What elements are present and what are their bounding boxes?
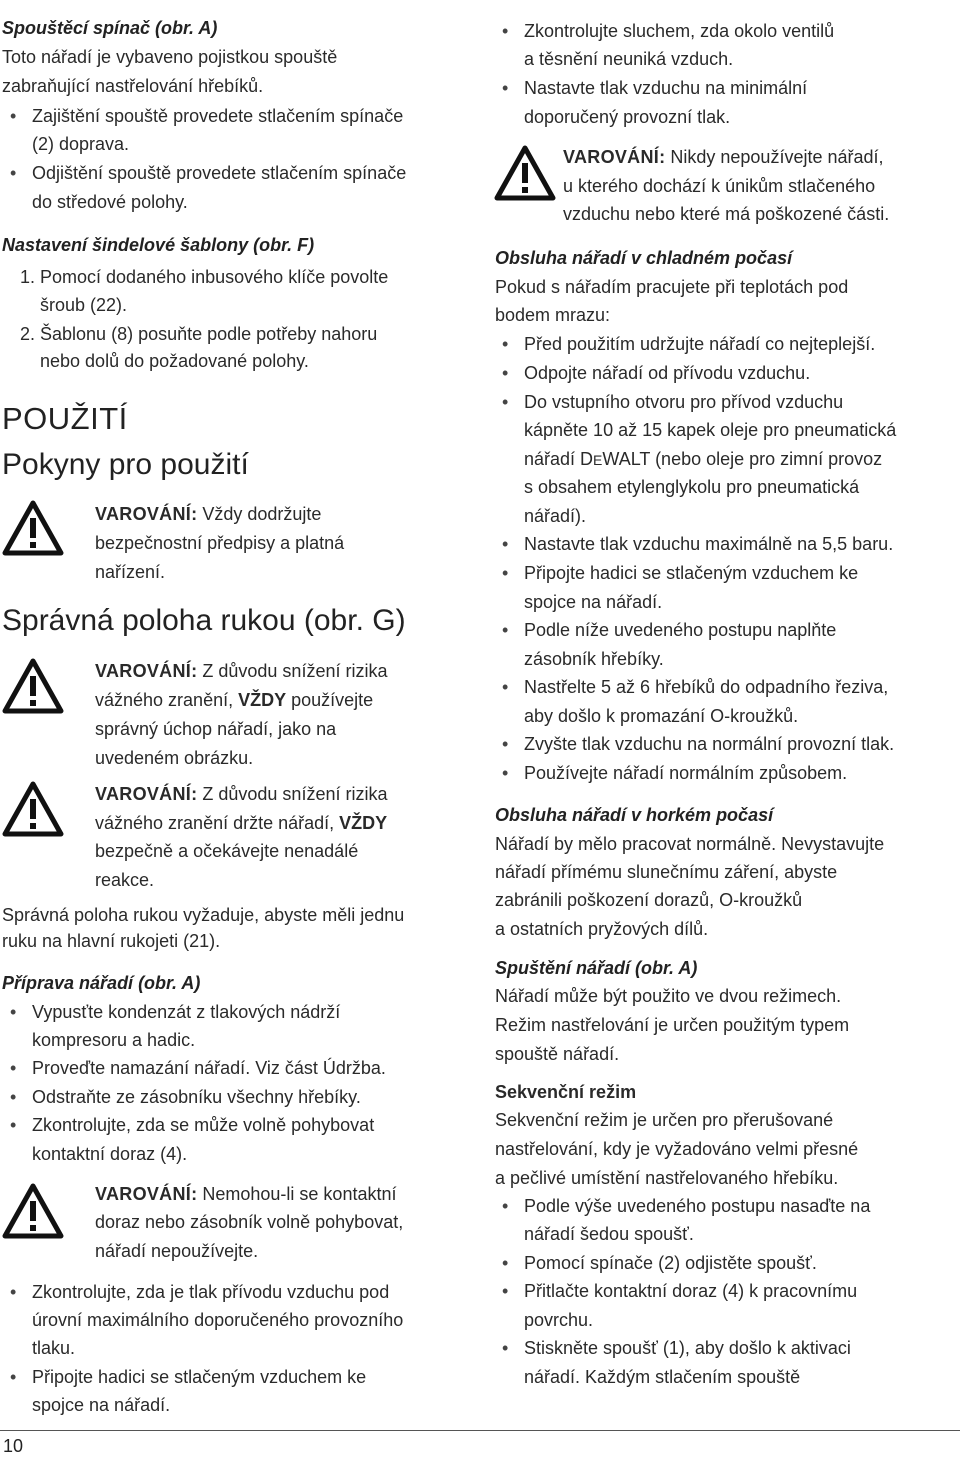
warning-text: vzduchu nebo které má poškozené části. [563, 204, 890, 224]
list-item-cont: tlaku. [32, 1338, 76, 1358]
paragraph: a pečlivé umístění nastřelovaného hřebíku. [495, 1168, 839, 1188]
warning-text [95, 809, 387, 837]
paragraph: Režim nastřelování je určen použitým typem [495, 1015, 850, 1035]
warning-text: nařízení. [95, 562, 166, 582]
page-number: 10 [3, 1436, 24, 1456]
list-item: • Přitlačte kontaktní doraz (4) k pracovnímu [524, 1277, 857, 1305]
list-item-cont [524, 445, 882, 474]
section-heading: POUŽITÍ [2, 401, 128, 436]
list-item-cont: kompresoru a hadic. [32, 1030, 196, 1050]
emphasis: VŽDY [339, 813, 388, 833]
paragraph: Nářadí může být použito ve dvou režimech. [495, 986, 842, 1006]
paragraph: nářadí přímému slunečnímu záření, abyste [495, 862, 838, 882]
prep-title: Příprava nářadí (obr. A) [2, 973, 201, 993]
warning-text: nářadí nepoužívejte. [95, 1241, 259, 1261]
warning-label: VAROVÁNÍ: [563, 147, 666, 167]
list-item: • Před použitím udržujte nářadí co nejteplejší. [524, 330, 875, 358]
emphasis: VŽDY [238, 690, 287, 710]
list-item: • Pomocí spínače (2) odjistěte spoušť. [524, 1249, 817, 1277]
paragraph: spouště nářadí. [495, 1044, 620, 1064]
list-item: • Odjištění spouště provedete stlačením spínače [32, 159, 406, 187]
shingle-title: Nastavení šindelové šablony (obr. F) [2, 235, 315, 255]
list-item-cont: (2) doprava. [32, 134, 130, 154]
paragraph: a ostatních pryžových dílů. [495, 919, 709, 939]
warning-text [95, 1180, 396, 1208]
list-item: • Zajištění spouště provedete stlačením spínače [32, 102, 403, 130]
list-item: • Zkontrolujte, zda se může volně pohybovat [32, 1111, 374, 1139]
paragraph: zabránili poškození dorazů, O-kroužků [495, 890, 803, 910]
hot-title: Obsluha nářadí v horkém počasí [495, 805, 774, 825]
warning-text [563, 143, 884, 171]
paragraph: Správná poloha rukou vyžaduje, abyste měli jednu [2, 905, 405, 925]
list-item-cont: aby došlo k promazání O-kroužků. [524, 706, 799, 726]
list-item: • Podle níže uvedeného postupu naplňte [524, 616, 836, 644]
warning-label: VAROVÁNÍ: [95, 661, 198, 681]
cold-title: Obsluha nářadí v chladném počasí [495, 248, 793, 268]
warning-text [95, 500, 321, 528]
list-item: • Nastřelte 5 až 6 hřebíků do odpadního řeziva, [524, 673, 888, 701]
warning-text [95, 686, 373, 714]
brand-small-cap: E [593, 452, 603, 468]
list-item-cont: a těsnění neuniká vzduch. [524, 49, 734, 69]
warning-text: u kterého dochází k únikům stlačeného [563, 176, 876, 196]
warning-text-part: Z důvodu snížení rizika [197, 784, 388, 804]
list-item-cont: nářadí šedou spoušť. [524, 1224, 694, 1244]
numbered-item-cont: nebo dolů do požadované polohy. [40, 351, 309, 371]
list-item: • Vypusťte kondenzát z tlakových nádrží [32, 998, 340, 1026]
warning-icon [494, 145, 556, 201]
list-item: • Odpojte nářadí od přívodu vzduchu. [524, 359, 810, 387]
warning-text-part: používejte [286, 690, 374, 710]
warning-icon [2, 500, 64, 556]
warning-text: správný úchop nářadí, jako na [95, 719, 337, 739]
subsection-heading: Správná poloha rukou (obr. G) [2, 604, 406, 637]
list-item: • Zkontrolujte sluchem, zda okolo ventilů [524, 17, 834, 45]
paragraph: ruku na hlavní rukojeti (21). [2, 931, 221, 951]
list-item-cont: nářadí. Každým stlačením spouště [524, 1367, 801, 1387]
list-item: • Zvyšte tlak vzduchu na normální provozní tlak. [524, 730, 894, 758]
numbered-item: 2. Šablonu (8) posuňte podle potřeby nahoru [20, 324, 378, 344]
paragraph: bodem mrazu: [495, 305, 611, 325]
warning-icon [2, 781, 64, 837]
list-item: • Připojte hadici se stlačeným vzduchem ke [524, 559, 858, 587]
paragraph: Pokud s nářadím pracujete při teplotách pod [495, 277, 849, 297]
warning-text-part: vážného zranění držte nářadí, [95, 813, 340, 833]
warning-label: VAROVÁNÍ: [95, 784, 198, 804]
footer-rule [0, 1430, 960, 1431]
warning-text: bezpečně a očekávejte nenadálé [95, 841, 359, 861]
warning-icon [2, 658, 64, 714]
paragraph: nastřelování, kdy je vyžadováno velmi přesné [495, 1139, 859, 1159]
warning-text-part: Z důvodu snížení rizika [197, 661, 388, 681]
seq-title: Sekvenční režim [495, 1082, 637, 1102]
warning-text-part: vážného zranění, [95, 690, 239, 710]
warning-text: bezpečnostní předpisy a platná [95, 533, 345, 553]
list-item-cont: spojce na nářadí. [32, 1395, 171, 1415]
paragraph: Toto nářadí je vybaveno pojistkou spouště [2, 47, 338, 67]
warning-text: uvedeném obrázku. [95, 748, 254, 768]
list-item-cont: spojce na nářadí. [524, 592, 663, 612]
list-item-cont: úrovní maximálního doporučeného provozního [32, 1310, 404, 1330]
list-item: • Podle výše uvedeného postupu nasaďte na [524, 1192, 870, 1220]
list-item-cont: do středové polohy. [32, 192, 188, 212]
list-item-cont: kontaktní doraz (4). [32, 1144, 188, 1164]
text-part: WALT (nebo oleje pro zimní provoz [602, 449, 883, 469]
text-part: nářadí D [524, 449, 594, 469]
warning-text [95, 780, 387, 808]
list-item: • Do vstupního otvoru pro přívod vzduchu [524, 388, 843, 416]
warning-text-part: Vždy dodržujte [197, 504, 322, 524]
list-item-cont: zásobník hřebíky. [524, 649, 664, 669]
warning-label: VAROVÁNÍ: [95, 1184, 198, 1204]
subsection-heading: Pokyny pro použití [2, 448, 249, 481]
numbered-item: 1. Pomocí dodaného inbusového klíče povolte [20, 267, 389, 287]
list-item: • Odstraňte ze zásobníku všechny hřebíky. [32, 1083, 361, 1111]
numbered-item-cont: šroub (22). [40, 295, 128, 315]
warning-text [95, 657, 387, 685]
list-item: • Stiskněte spoušť (1), aby došlo k aktivaci [524, 1334, 851, 1362]
warning-label: VAROVÁNÍ: [95, 504, 198, 524]
list-item: • Nastavte tlak vzduchu na minimální [524, 74, 807, 102]
warning-text: reakce. [95, 870, 155, 890]
list-item: • Používejte nářadí normálním způsobem. [524, 759, 847, 787]
list-item-cont: s obsahem etylenglykolu pro pneumatická [524, 477, 860, 497]
list-item-cont: kápněte 10 až 15 kapek oleje pro pneumatická [524, 420, 897, 440]
list-item: • Nastavte tlak vzduchu maximálně na 5,5 baru. [524, 530, 893, 558]
list-item-cont: povrchu. [524, 1310, 594, 1330]
paragraph: Sekvenční režim je určen pro přerušované [495, 1110, 834, 1130]
list-item: • Připojte hadici se stlačeným vzduchem ke [32, 1363, 366, 1391]
warning-text-part: Nikdy nepoužívejte nářadí, [665, 147, 884, 167]
start-title: Spuštění nářadí (obr. A) [495, 958, 698, 978]
paragraph: Nářadí by mělo pracovat normálně. Nevystavujte [495, 834, 885, 854]
list-item-cont: doporučený provozní tlak. [524, 107, 731, 127]
warning-text: doraz nebo zásobník volně pohybovat, [95, 1212, 404, 1232]
list-item-cont: nářadí). [524, 506, 587, 526]
warning-icon [2, 1183, 64, 1239]
list-item: • Zkontrolujte, zda je tlak přívodu vzduchu pod [32, 1278, 389, 1306]
trigger-title: Spouštěcí spínač (obr. A) [2, 18, 218, 38]
list-item: • Proveďte namazání nářadí. Viz část Údržba. [32, 1054, 386, 1082]
paragraph: zabraňující nastřelování hřebíků. [2, 76, 264, 96]
warning-text-part: Nemohou-li se kontaktní [197, 1184, 397, 1204]
